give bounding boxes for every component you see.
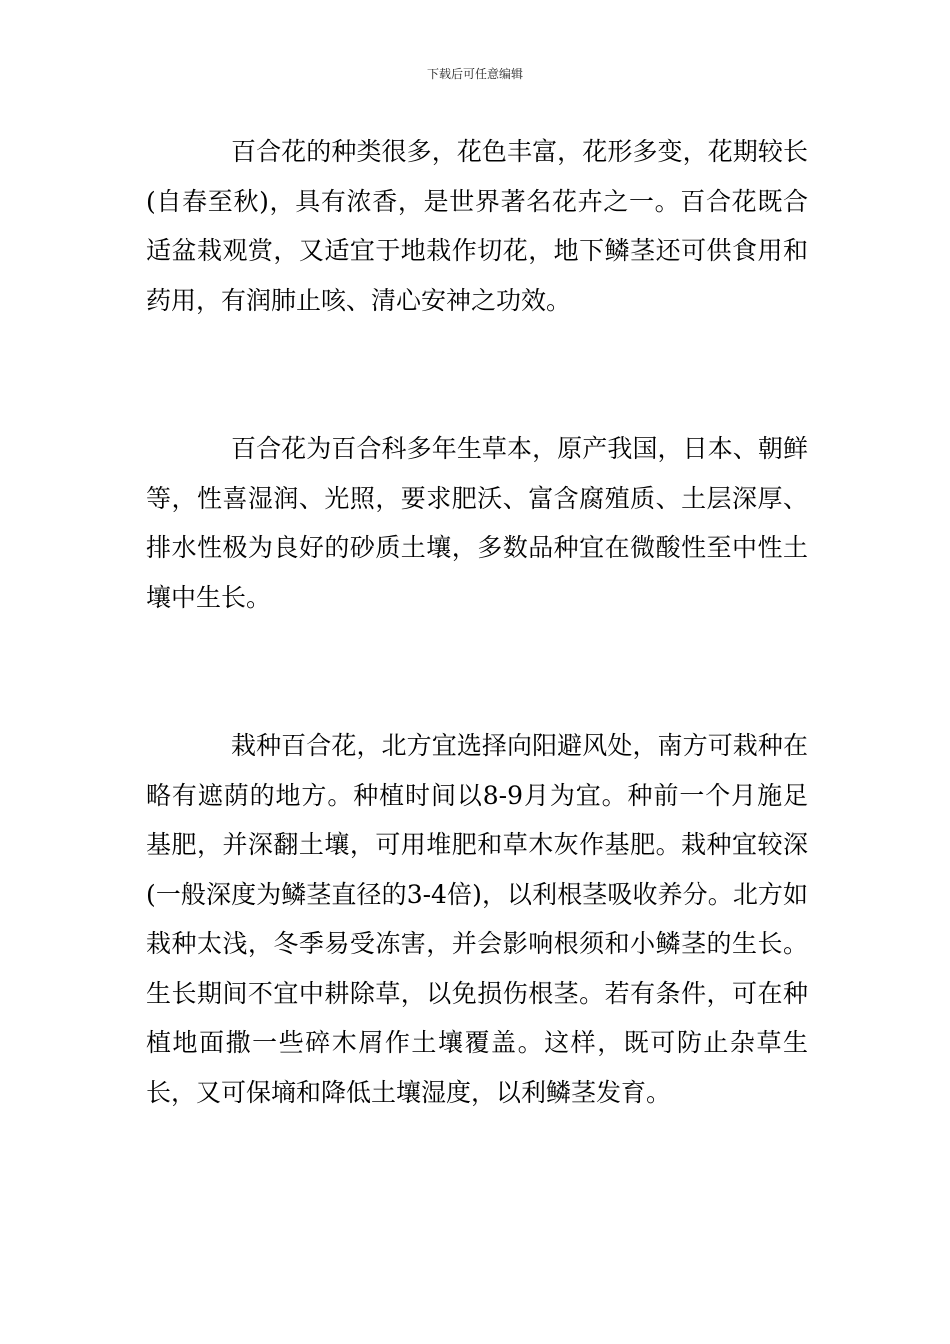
paragraph-lily-planting: 栽种百合花，北方宜选择向阳避风处，南方可栽种在略有遮荫的地方。种植时间以8-9月为宜。种前一个月施足基肥，并深翻土壤，可用堆肥和草木灰作基肥。栽种宜较深(一般深度为鳞茎直径的3-4倍)，以利根茎吸收养分。北方如栽种太浅，冬季易受冻害，并会影响根须和小鳞茎的生长。生长期间不宜中耕除草，以免损伤根茎。若有条件，可在种植地面撒一些碎木屑作土壤覆盖。这样，既可防止杂草生长，又可保墒和降低土壤湿度，以利鳞茎发育。 [146,731,808,1107]
page-header: 下载后可任意编辑 [426,67,523,81]
paragraph-lily-habitat: 百合花为百合科多年生草本，原产我国，日本、朝鲜等，性喜湿润、光照，要求肥沃、富含腐殖质、土层深厚、排水性极为良好的砂质土壤，多数品种宜在微酸性至中性土壤中生长。 [146,434,808,612]
paragraph-lily-overview: 百合花的种类很多，花色丰富，花形多变，花期较长(自春至秋)，具有浓香，是世界著名花卉之一。百合花既合适盆栽观赏，又适宜于地栽作切花，地下鳞茎还可供食用和药用，有润肺止咳、清心安神之功效。 [146,137,808,315]
